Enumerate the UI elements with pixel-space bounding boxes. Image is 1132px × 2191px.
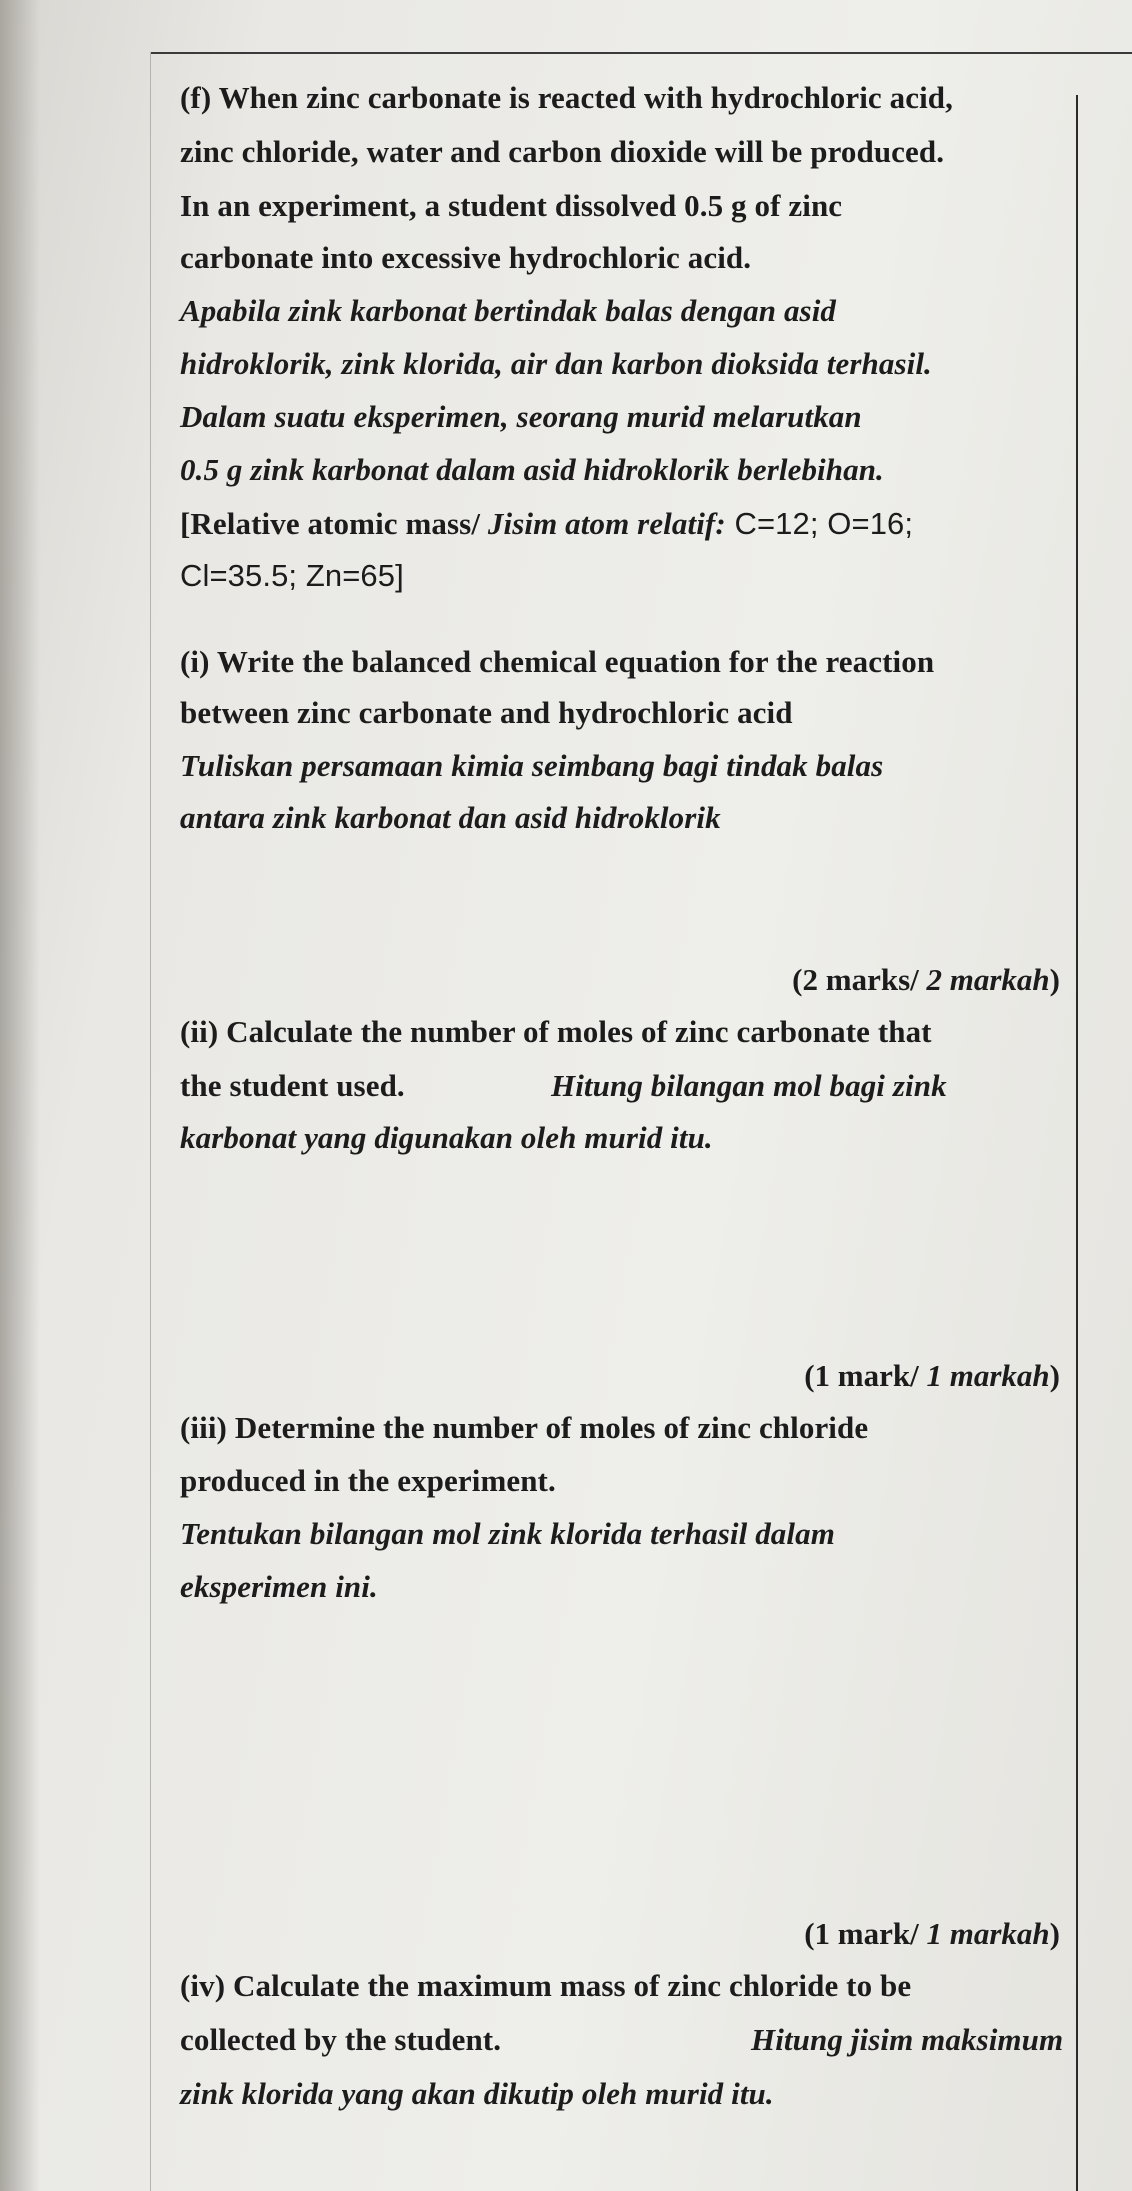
question-intro-ms-2: hidroklorik, zink klorida, air dan karbon dioksida terhasil. [180, 346, 932, 381]
part-iv-ms: zink klorida yang akan dikutip oleh murid itu. [180, 2076, 774, 2111]
part-iii-en-2: produced in the experiment. [180, 1463, 556, 1498]
part-ii-marks: (1 mark/ 1 markah) [804, 1358, 1060, 1393]
part-i-marks: (2 marks/ 2 markah) [792, 962, 1060, 997]
page-shadow [0, 0, 40, 2191]
part-iv-en-1: (iv) Calculate the maximum mass of zinc chloride to be [180, 1968, 912, 2003]
relative-atomic-mass-2: Cl=35.5; Zn=65] [180, 558, 404, 593]
part-ii-en-2: the student used. Hitung bilangan mol bagi zink [180, 1068, 947, 1103]
part-i-ms-1: Tuliskan persamaan kimia seimbang bagi tindak balas [180, 748, 884, 783]
part-ii-ms: karbonat yang digunakan oleh murid itu. [180, 1120, 713, 1155]
part-iv-en-2: collected by the student. Hitung jisim maksimum [180, 2022, 1064, 2057]
part-iii-ms-1: Tentukan bilangan mol zink klorida terhasil dalam [180, 1516, 835, 1551]
question-intro-en-1: (f) When zinc carbonate is reacted with hydrochloric acid, [180, 80, 953, 115]
part-i-en-2: between zinc carbonate and hydrochloric acid [180, 695, 793, 730]
question-intro-ms-3: Dalam suatu eksperimen, seorang murid melarutkan [180, 399, 862, 434]
question-intro-en-3: In an experiment, a student dissolved 0.5 g of zinc [180, 188, 843, 223]
question-intro-en-2: zinc chloride, water and carbon dioxide will be produced. [180, 134, 945, 169]
right-border [1076, 95, 1078, 2191]
question-intro-ms-4: 0.5 g zink karbonat dalam asid hidroklorik berlebihan. [180, 452, 884, 487]
top-border [150, 52, 1132, 54]
part-iii-ms-2: eksperimen ini. [180, 1569, 378, 1604]
question-intro-en-4: carbonate into excessive hydrochloric acid. [180, 240, 752, 275]
part-i-en-1: (i) Write the balanced chemical equation for the reaction [180, 644, 935, 679]
question-intro-ms-1: Apabila zink karbonat bertindak balas dengan asid [180, 293, 837, 328]
part-iii-en-1: (iii) Determine the number of moles of zinc chloride [180, 1410, 869, 1445]
relative-atomic-mass-1: [Relative atomic mass/ Jisim atom relatif: C=12; O=16; [180, 506, 914, 541]
part-i-ms-2: antara zink karbonat dan asid hidroklorik [180, 800, 721, 835]
left-border [150, 52, 151, 2191]
part-ii-en-1: (ii) Calculate the number of moles of zinc carbonate that [180, 1014, 932, 1049]
part-iii-marks: (1 mark/ 1 markah) [804, 1916, 1060, 1951]
question-label: (f) [180, 80, 212, 115]
